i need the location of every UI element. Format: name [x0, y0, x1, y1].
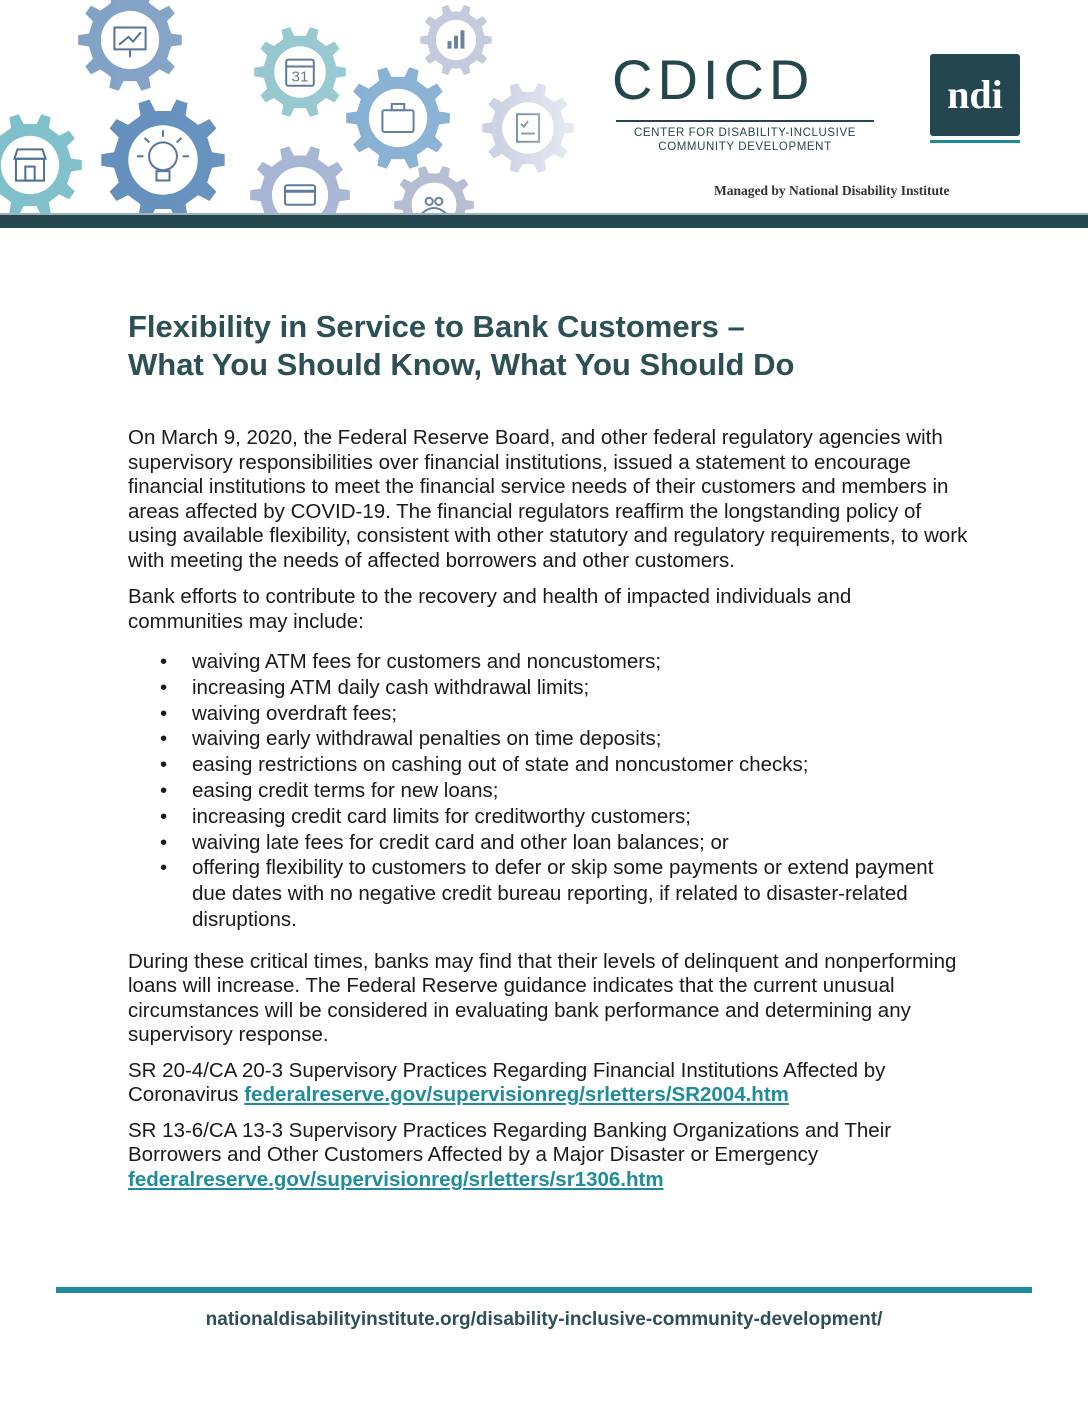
- list-item-text: increasing ATM daily cash withdrawal limits;: [192, 675, 590, 699]
- logo-subtitle-line2: COMMUNITY DEVELOPMENT: [658, 141, 832, 153]
- title-line1: Flexibility in Service to Bank Customers –: [128, 309, 745, 344]
- header-bar: [0, 215, 1088, 228]
- reference-text: SR 13-6/CA 13-3 Supervisory Practices Regarding Banking Organizations and Their Borrowers and Other Customers Affected by a Major Disaster or Emergency: [128, 1118, 892, 1167]
- intro-paragraph: On March 9, 2020, the Federal Reserve Board, and other federal regulatory agencies with supervisory responsibilities over financial institutions, issued a statement to encourage financial institutions to meet the financial service needs of their customers and members in areas affected by COVID-19. The financial regulators reaffirm the longstanding policy of using available flexibility, consistent with other statutory and regulatory requirements, to work with meeting the needs of affected borrowers and other customers.: [128, 426, 968, 572]
- footer-url[interactable]: nationaldisabilityinstitute.org/disability-inclusive-community-development/: [205, 1309, 883, 1330]
- list-item: [128, 701, 968, 727]
- list-item: [128, 649, 968, 675]
- bullet: •: [160, 701, 168, 725]
- list-item-text: easing restrictions on cashing out of state and noncustomer checks;: [192, 753, 809, 777]
- list-item-text: increasing credit card limits for creditworthy customers;: [192, 804, 691, 828]
- page-title: [128, 308, 968, 384]
- logo-subtitle-line1: CENTER FOR DISABILITY-INCLUSIVE: [633, 127, 857, 139]
- closing-paragraph: During these critical times, banks may find that their levels of delinquent and nonperforming loans will increase. The Federal Reserve guidance indicates that the current unusual circumstances will be considered in evaluating bank performance and determining any supervisory response.: [128, 949, 957, 1047]
- list-item-text: waiving ATM fees for customers and noncustomers;: [192, 650, 662, 673]
- list-item: [128, 675, 968, 701]
- bullet: •: [160, 753, 168, 777]
- list-item-text: waiving late fees for credit card and other loan balances; or: [192, 830, 729, 854]
- bullet: •: [160, 778, 168, 802]
- bullet: •: [160, 727, 168, 751]
- gears-illustration: [0, 0, 640, 214]
- sr2004-link[interactable]: federalreserve.gov/supervisionreg/srletters/SR2004.htm: [244, 1083, 789, 1107]
- logo-divider: [616, 120, 874, 122]
- list-item-text: offering flexibility to customers to defer or skip some payments or extend payment due dates with no negative credit bureau reporting, if related to disaster-related disruptions.: [192, 856, 934, 931]
- list-intro-paragraph: Bank efforts to contribute to the recovery and health of impacted individuals and communities may include:: [128, 585, 852, 633]
- title-line2: What You Should Know, What You Should Do: [128, 347, 795, 382]
- ndi-logo[interactable]: ndi: [930, 54, 1020, 136]
- list-item: [128, 726, 968, 752]
- reference-text: SR 20-4/CA 20-3 Supervisory Practices Regarding Financial Institutions Affected by Coronavirus: [128, 1058, 886, 1107]
- list-item: [128, 804, 968, 830]
- list-item: [128, 778, 968, 804]
- cdicd-logo-subtitle: [616, 126, 874, 154]
- bank-efforts-list: [128, 649, 968, 933]
- bullet: •: [160, 650, 168, 673]
- ndi-logo-underline: [930, 140, 1020, 143]
- list-item: [128, 855, 968, 932]
- list-item-text: waiving overdraft fees;: [192, 701, 398, 725]
- main-content: [128, 308, 968, 1192]
- reference-sr1306: [128, 1119, 968, 1193]
- list-item-text: waiving early withdrawal penalties on time deposits;: [192, 727, 662, 751]
- list-item-text: easing credit terms for new loans;: [192, 778, 499, 802]
- footer-divider: [56, 1287, 1032, 1293]
- reference-sr2004: [128, 1059, 968, 1108]
- managed-by-text: Managed by National Disability Institute: [714, 183, 950, 198]
- list-item: [128, 752, 968, 778]
- bullet: •: [160, 830, 168, 854]
- cdicd-logo[interactable]: [612, 48, 874, 153]
- sr1306-link[interactable]: federalreserve.gov/supervisionreg/srletters/sr1306.htm: [128, 1167, 664, 1191]
- bullet: •: [160, 804, 168, 828]
- cdicd-logo-text: CDICD: [612, 48, 815, 111]
- page-header: [0, 0, 1088, 230]
- list-item: [128, 830, 968, 856]
- bullet: •: [160, 856, 168, 880]
- bullet: •: [160, 675, 168, 699]
